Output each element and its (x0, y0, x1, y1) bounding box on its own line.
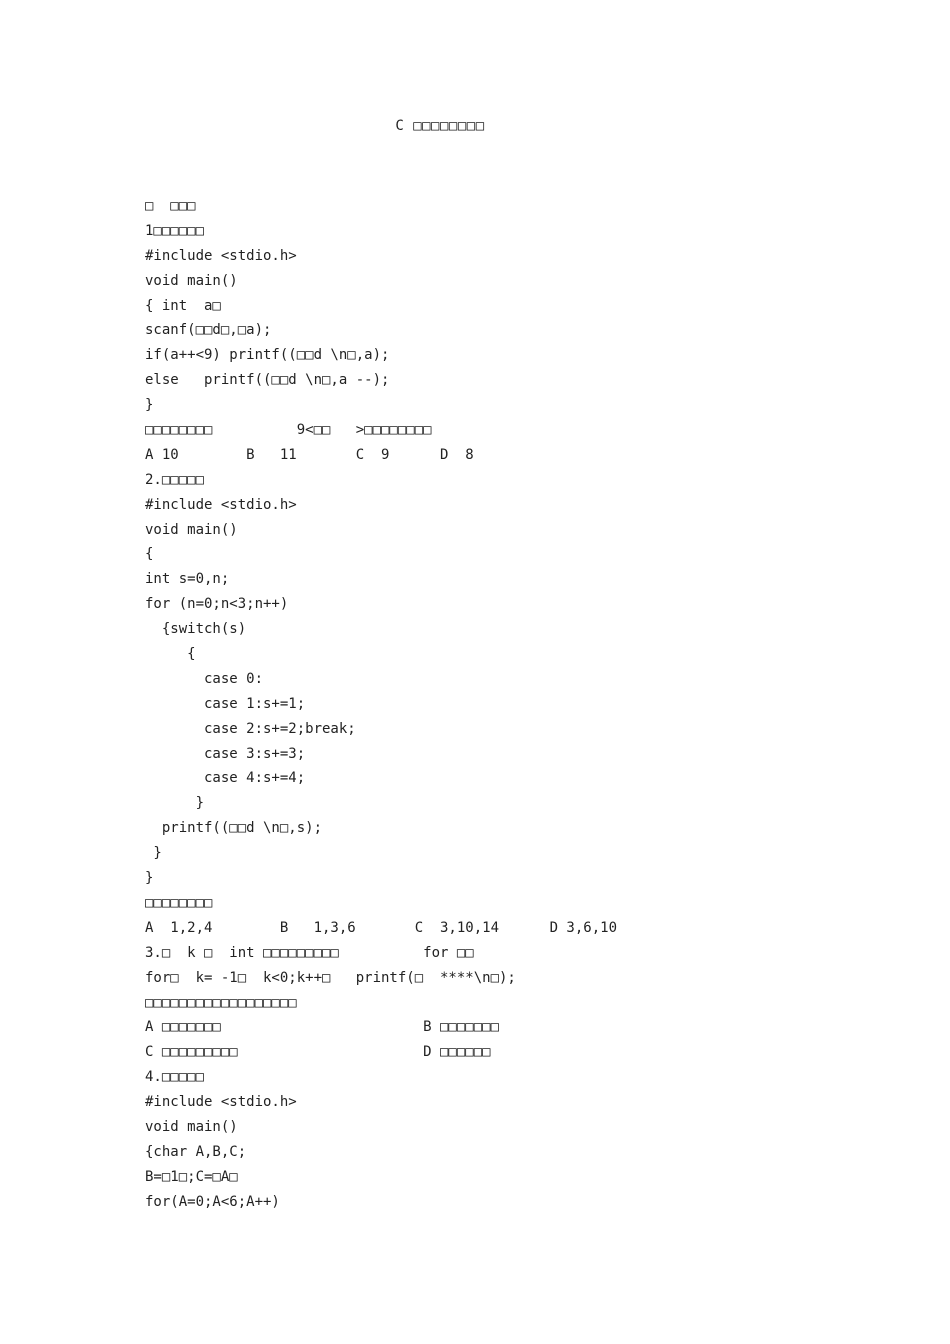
text-line: □□□□□□□□ 9<□□ >□□□□□□□□ (145, 422, 432, 439)
text-line: void main() (145, 1118, 238, 1135)
text-line: □ □□□ (145, 198, 196, 214)
document-title: C □□□□□□□□ (395, 118, 485, 134)
text-line: if(a++<9) printf((□□d \n□,a); (145, 347, 390, 364)
text-line: } (145, 845, 162, 862)
text-line: case 4:s+=4; (145, 770, 306, 787)
text-line: } (145, 397, 154, 414)
text-line: for(A=0;A<6;A++) (145, 1193, 280, 1210)
text-line: printf((□□d \n□,s); (145, 820, 323, 837)
text-line: { (145, 646, 196, 663)
text-line: #include <stdio.h> (145, 247, 297, 264)
text-line: 1□□□□□□ (145, 222, 205, 239)
text-line: } (145, 795, 205, 812)
text-line: {char A,B,C; (145, 1143, 247, 1160)
text-line: void main() (145, 521, 238, 538)
text-line: { (145, 546, 154, 563)
text-line: □□□□□□□□ (145, 894, 213, 911)
text-line: #include <stdio.h> (145, 496, 297, 513)
document-body (145, 194, 845, 1215)
text-line: #include <stdio.h> (145, 1094, 297, 1111)
text-line: for□ k= -1□ k<0;k++□ printf(□ ****\n□); (145, 969, 516, 986)
text-line: int s=0,n; (145, 571, 230, 588)
text-line: scanf(□□d□,□a); (145, 322, 272, 339)
text-line: □□□□□□□□□□□□□□□□□□ (145, 994, 297, 1011)
text-line: case 3:s+=3; (145, 745, 306, 762)
text-line: 4.□□□□□ (145, 1069, 205, 1086)
text-line: A 10 B 11 C 9 D 8 (145, 446, 474, 463)
text-line: 2.□□□□□ (145, 471, 205, 488)
text-line: void main() (145, 272, 238, 289)
text-line: case 2:s+=2;break; (145, 720, 356, 737)
text-line: { int a□ (145, 297, 221, 314)
text-line: else printf((□□d \n□,a --); (145, 372, 390, 389)
text-line: {switch(s) (145, 621, 247, 638)
text-line: case 1:s+=1; (145, 695, 306, 712)
text-line: C □□□□□□□□□ D □□□□□□ (145, 1044, 491, 1061)
text-line: } (145, 870, 154, 887)
text-line: for (n=0;n<3;n++) (145, 596, 289, 613)
text-line: A 1,2,4 B 1,3,6 C 3,10,14 D 3,6,10 (145, 919, 618, 936)
text-line: B=□1□;C=□A□ (145, 1168, 238, 1185)
text-line: A □□□□□□□ B □□□□□□□ (145, 1019, 500, 1036)
text-line: 3.□ k □ int □□□□□□□□□ for □□ (145, 944, 474, 961)
text-line: case 0: (145, 670, 264, 687)
